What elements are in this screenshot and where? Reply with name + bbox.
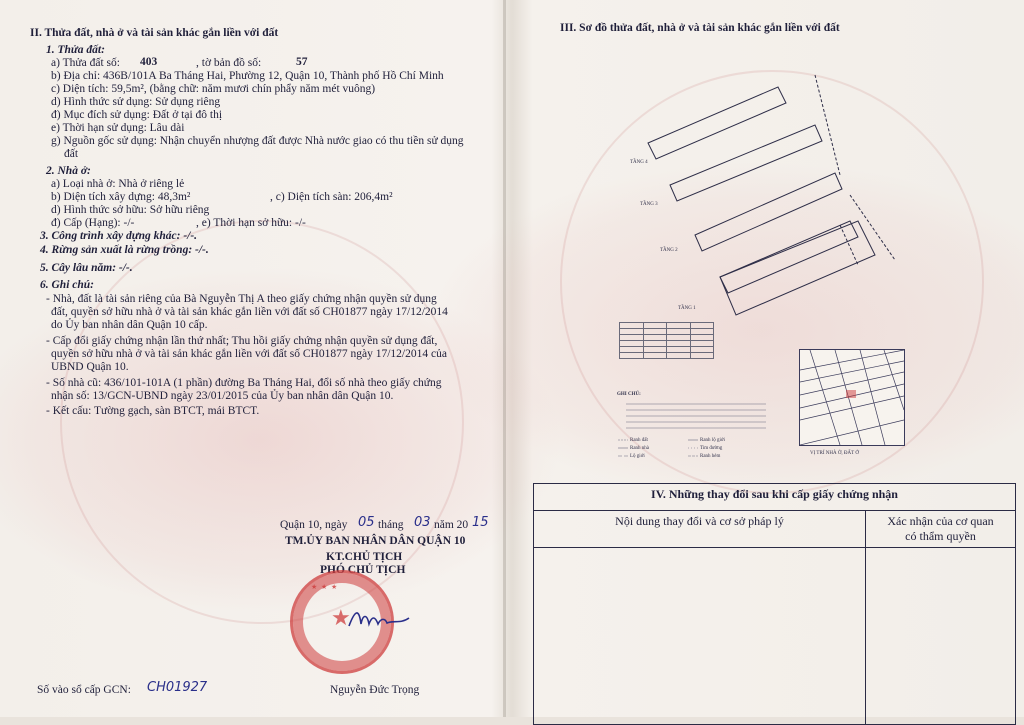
house-grade: đ) Cấp (Hạng): -/- bbox=[51, 217, 135, 229]
note-line: - Số nhà cũ: 436/101-101A (1 phần) đường Ba Tháng Hai, đổi số nhà theo giấy chứng bbox=[46, 377, 442, 389]
sign-place: Quận 10, ngày bbox=[280, 519, 348, 531]
note-line: - Cấp đổi giấy chứng nhận lần thứ nhất; Thu hồi giấy chứng nhận quyền sử dụng đất, bbox=[46, 335, 438, 347]
map-prefix: , tờ bản đồ số: bbox=[196, 57, 262, 69]
changes-heading: IV. Những thay đổi sau khi cấp giấy chứng nhận bbox=[534, 484, 1016, 511]
note-line: do Ủy ban nhân dân Quận 10 cấp. bbox=[51, 319, 208, 331]
sign-month-label: tháng bbox=[378, 519, 404, 531]
signature bbox=[345, 600, 415, 636]
notes-title: 6. Ghi chú: bbox=[40, 279, 94, 291]
coordinate-table bbox=[619, 322, 714, 359]
note-line: quyền sở hữu nhà ở và tài sản khác gắn liền với đất số CH01877 ngày 17/12/2014 của bbox=[51, 348, 447, 360]
left-page bbox=[0, 0, 503, 717]
land-area: c) Diện tích: 59,5m², (bằng chữ: năm mươi chín phẩy năm mét vuông) bbox=[51, 83, 376, 95]
map-caption: VỊ TRÍ NHÀ Ở, ĐẤT Ở bbox=[810, 451, 859, 456]
land-title: 1. Thửa đất: bbox=[46, 44, 105, 56]
note-line: đất, quyền sở hữu nhà ở và tài sản khác gắn liền với đất số CH01877 ngày 17/12/2014 bbox=[51, 306, 448, 318]
register-number: CH01927 bbox=[147, 680, 208, 695]
perennial: 5. Cây lâu năm: -/-. bbox=[40, 262, 133, 274]
changes-confirm-cell bbox=[866, 548, 1016, 725]
legend-item: Lộ giới bbox=[630, 454, 645, 459]
legend-item: Ranh hẻm bbox=[700, 454, 721, 459]
house-ownership: d) Hình thức sở hữu: Sở hữu riêng bbox=[51, 204, 210, 216]
legend-item: Ranh lộ giới bbox=[700, 438, 725, 443]
section-heading-iii: III. Sơ đồ thửa đất, nhà ở và tài sản khác gắn liền với đất bbox=[560, 22, 840, 34]
map-number: 57 bbox=[296, 56, 308, 68]
parcel-prefix: a) Thửa đất số: bbox=[51, 57, 120, 69]
house-title: 2. Nhà ở: bbox=[46, 165, 91, 177]
land-origin: g) Nguồn gốc sử dụng: Nhận chuyển nhượng đất được Nhà nước giao có thu tiền sử dụng bbox=[51, 135, 464, 147]
floor-label: TẦNG 2 bbox=[660, 248, 678, 253]
legend-item: Ranh nhà bbox=[630, 446, 650, 451]
changes-col-content bbox=[534, 511, 866, 548]
diagram-notes-title: GHI CHÚ: bbox=[617, 392, 641, 397]
note-line: UBND Quận 10. bbox=[51, 361, 129, 373]
parcel-number: 403 bbox=[140, 56, 158, 68]
house-type: a) Loại nhà ở: Nhà ở riêng lẻ bbox=[51, 178, 185, 190]
house-built-area: b) Diện tích xây dựng: 48,3m² bbox=[51, 191, 191, 203]
authority: TM.ỦY BAN NHÂN DÂN QUẬN 10 bbox=[285, 535, 466, 547]
land-origin-cont: đất bbox=[64, 148, 79, 160]
note-line: nhận số: 13/GCN-UBND ngày 23/01/2015 của Ủy ban nhân dân Quận 10. bbox=[51, 390, 394, 402]
other-works: 3. Công trình xây dựng khác: -/-. bbox=[40, 230, 198, 242]
diagram-notes-lines bbox=[616, 400, 786, 464]
sign-year: 15 bbox=[472, 515, 489, 530]
floor-label: TẦNG 3 bbox=[640, 202, 658, 207]
vice-chairman: PHÓ CHỦ TỊCH bbox=[320, 564, 406, 576]
note-line: - Kết cấu: Tường gạch, sàn BTCT, mái BTCT. bbox=[46, 405, 260, 417]
changes-content-cell bbox=[534, 548, 866, 725]
forest: 4. Rừng sản xuất là rừng trồng: -/-. bbox=[40, 244, 209, 256]
changes-col-confirm bbox=[866, 511, 1016, 548]
changes-col-confirm-line2: có thẩm quyền bbox=[905, 529, 976, 543]
signer-name: Nguyễn Đức Trọng bbox=[330, 684, 420, 696]
sign-month: 03 bbox=[414, 515, 431, 530]
legend-item: Tim đường bbox=[700, 446, 723, 451]
house-own-term: , e) Thời hạn sở hữu: -/- bbox=[196, 217, 306, 229]
register-label: Số vào sổ cấp GCN: bbox=[37, 684, 131, 696]
location-map bbox=[799, 349, 905, 446]
note-line: - Nhà, đất là tài sản riêng của Bà Nguyễn Thị A theo giấy chứng nhận quyền sử dụng bbox=[46, 293, 437, 305]
land-term: e) Thời hạn sử dụng: Lâu dài bbox=[51, 122, 185, 134]
land-purpose: đ) Mục đích sử dụng: Đất ở tại đô thị bbox=[51, 109, 223, 121]
floor-label: TẦNG 1 bbox=[678, 306, 696, 311]
floor-label: TẦNG 4 bbox=[630, 160, 648, 165]
land-address: b) Địa chỉ: 436B/101A Ba Tháng Hai, Phường 12, Quận 10, Thành phố Hồ Chí Minh bbox=[51, 70, 444, 82]
house-floor-area: , c) Diện tích sàn: 206,4m² bbox=[270, 191, 393, 203]
changes-col-confirm-line1: Xác nhận của cơ quan bbox=[887, 514, 994, 528]
land-use-form: d) Hình thức sử dụng: Sử dụng riêng bbox=[51, 96, 221, 108]
sign-year-label: năm 20 bbox=[434, 519, 469, 531]
seal-text: ★ ★ ★ bbox=[311, 583, 339, 591]
sign-day: 05 bbox=[358, 515, 375, 530]
kt-chairman: KT.CHỦ TỊCH bbox=[326, 551, 403, 563]
changes-col-content-label: Nội dung thay đổi và cơ sở pháp lý bbox=[615, 514, 784, 528]
seal-star-icon: ★ bbox=[331, 605, 351, 630]
changes-table bbox=[533, 483, 1016, 725]
legend-item: Ranh đất bbox=[630, 438, 648, 443]
section-heading-ii: II. Thửa đất, nhà ở và tài sản khác gắn liền với đất bbox=[30, 27, 279, 39]
